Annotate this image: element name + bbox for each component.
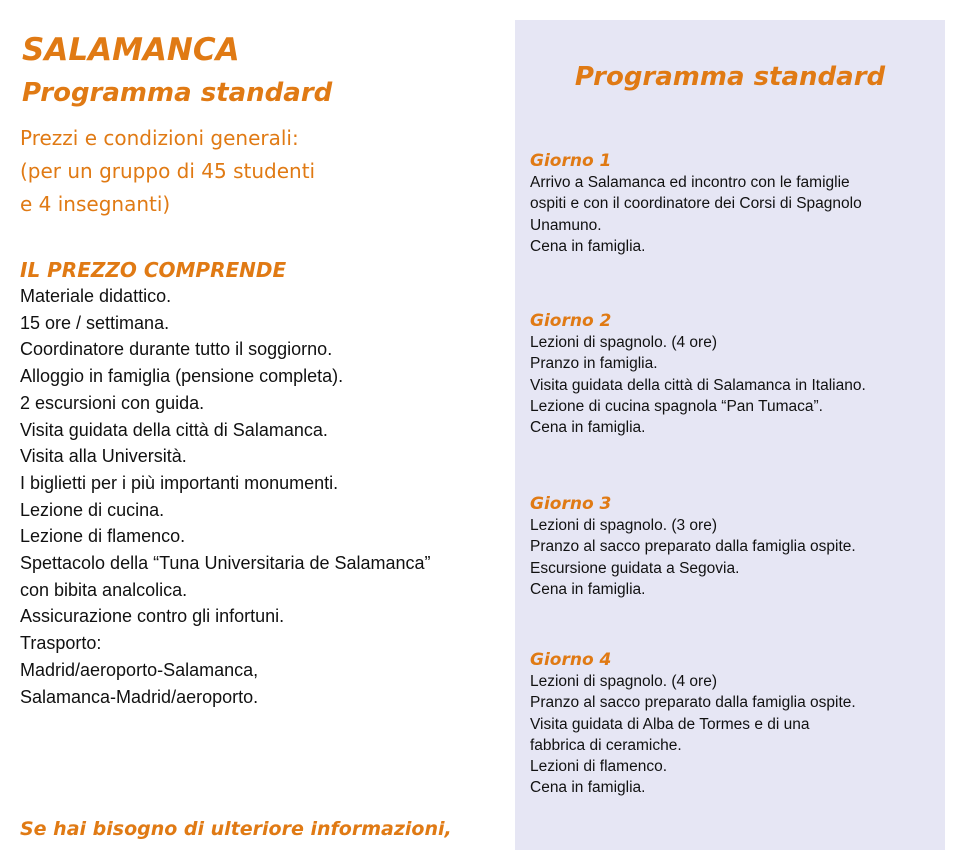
list-item: Cena in famiglia.: [530, 779, 646, 797]
includes-heading: IL PREZZO COMPRENDE: [20, 258, 287, 282]
list-item: Lezioni di spagnolo. (4 ore): [530, 673, 717, 690]
day-activities: [530, 332, 940, 438]
program-title: Programma standard: [574, 62, 886, 92]
list-item: Pranzo al sacco preparato dalla famiglia ospite.: [530, 538, 856, 556]
list-item: Lezione di cucina.: [20, 499, 165, 520]
list-item: Lezioni di spagnolo. (4 ore): [530, 334, 717, 351]
list-item: Madrid/aeroporto-Salamanca,: [20, 659, 259, 680]
day-activities: [530, 172, 940, 257]
day-1: [530, 150, 940, 257]
list-item: Visita guidata della città di Salamanca in Italiano.: [530, 376, 866, 394]
day-2: [530, 310, 940, 438]
day-title: Giorno 4: [530, 650, 612, 670]
list-item: 15 ore / settimana.: [20, 312, 170, 333]
list-item: con bibita analcolica.: [20, 579, 188, 600]
page-subtitle: Programma standard: [22, 78, 333, 108]
list-item: 2 escursioni con guida.: [20, 392, 205, 413]
page-title: SALAMANCA: [22, 32, 240, 68]
day-4: [530, 649, 940, 799]
list-item: ospiti e con il coordinatore dei Corsi di Spagnolo: [530, 195, 862, 213]
includes-list: [20, 283, 502, 710]
list-item: Lezioni di flamenco.: [530, 758, 667, 776]
list-item: Salamanca-Madrid/aeroporto.: [20, 686, 259, 707]
list-item: Visita guidata di Alba de Tormes e di una: [530, 715, 810, 733]
day-activities: [530, 671, 940, 799]
conditions-line: Prezzi e condizioni generali:: [20, 126, 299, 150]
list-item: Escursione guidata a Segovia.: [530, 559, 740, 577]
list-item: Cena in famiglia.: [530, 580, 646, 598]
list-item: Spettacolo della “Tuna Universitaria de Salamanca”: [20, 553, 431, 574]
day-title: Giorno 3: [530, 494, 612, 514]
list-item: Unamuno.: [530, 216, 602, 234]
day-activities: [530, 515, 940, 600]
list-item: Alloggio in famiglia (pensione completa).: [20, 366, 344, 387]
list-item: I biglietti per i più importanti monumenti.: [20, 472, 339, 493]
list-item: Coordinatore durante tutto il soggiorno.: [20, 339, 333, 360]
conditions-block: [20, 122, 502, 221]
program-panel: [515, 20, 945, 850]
day-title: Giorno 1: [530, 151, 612, 171]
list-item: Pranzo al sacco preparato dalla famiglia ospite.: [530, 694, 856, 712]
list-item: Visita alla Università.: [20, 446, 187, 467]
footer-note: Se hai bisogno di ulteriore informazioni,: [20, 818, 452, 840]
conditions-line: e 4 insegnanti): [20, 192, 171, 216]
list-item: Pranzo in famiglia.: [530, 355, 658, 373]
left-column: [22, 30, 502, 710]
list-item: fabbrica di ceramiche.: [530, 736, 682, 754]
list-item: Assicurazione contro gli infortuni.: [20, 606, 285, 627]
day-title: Giorno 2: [530, 311, 612, 331]
conditions-line: (per un gruppo di 45 studenti: [20, 159, 316, 183]
list-item: Lezioni di spagnolo. (3 ore): [530, 517, 717, 534]
list-item: Lezione di flamenco.: [20, 526, 186, 547]
list-item: Cena in famiglia.: [530, 419, 646, 437]
day-3: [530, 493, 940, 600]
list-item: Cena in famiglia.: [530, 237, 646, 255]
list-item: Trasporto:: [20, 633, 102, 654]
list-item: Lezione di cucina spagnola “Pan Tumaca”.: [530, 397, 823, 415]
list-item: Materiale didattico.: [20, 286, 172, 306]
list-item: Visita guidata della città di Salamanca.: [20, 419, 328, 440]
list-item: Arrivo a Salamanca ed incontro con le famiglie: [530, 174, 850, 191]
